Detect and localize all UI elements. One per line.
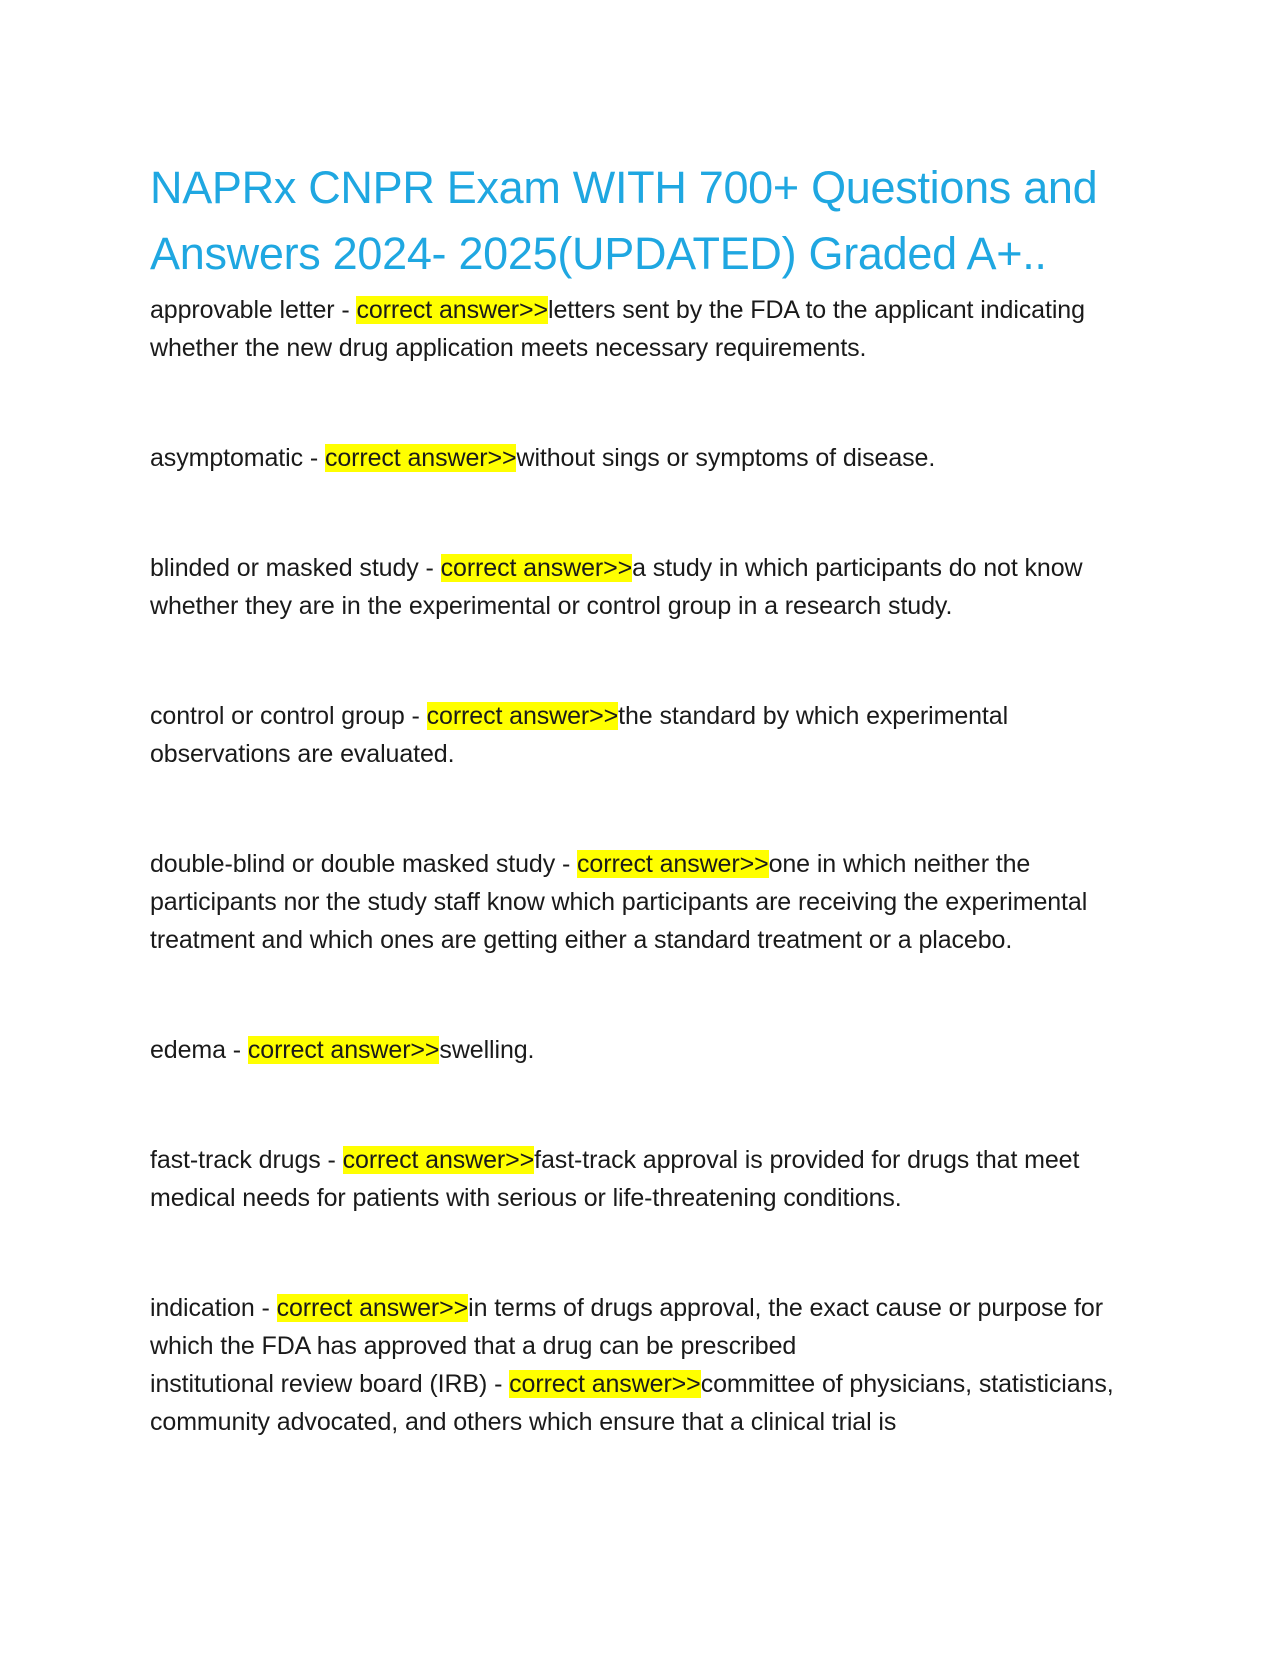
glossary-entry: [150, 439, 1130, 477]
entry-term: asymptomatic: [150, 444, 304, 472]
entry-separator: -: [320, 1146, 343, 1174]
entry-definition: fast-track approval is provided for drugs that meet medical needs for patients with serious or life-threatening conditions.: [150, 1146, 1080, 1212]
answer-marker: correct answer>>: [276, 1294, 469, 1322]
answer-marker: correct answer>>: [426, 702, 619, 730]
entry-definition: the standard by which experimental observations are evaluated.: [150, 702, 1009, 768]
entry-term: approvable letter: [150, 296, 335, 324]
glossary-entry: [150, 845, 1130, 959]
entry-separator: -: [334, 296, 357, 324]
entry-term: institutional review board (IRB): [150, 1370, 488, 1398]
entry-definition: without sings or symptoms of disease.: [516, 444, 936, 472]
glossary-entry: [150, 549, 1130, 625]
answer-marker: correct answer>>: [324, 444, 517, 472]
answer-marker: correct answer>>: [342, 1146, 535, 1174]
entry-definition: one in which neither the participants nor the study staff know which participants are receiving the experimental treatment and which ones are getting either a standard treatment or a placebo.: [150, 850, 1088, 954]
entry-separator: -: [303, 444, 325, 472]
document-content: [150, 155, 1130, 1441]
entry-definition: letters sent by the FDA to the applicant indicating whether the new drug application meets necessary requirements.: [150, 296, 1085, 362]
entry-term: edema: [150, 1036, 226, 1064]
entry-separator: -: [225, 1036, 248, 1064]
entry-separator: -: [404, 702, 427, 730]
entry-definition: a study in which participants do not know whether they are in the experimental or control group in a research study.: [150, 554, 1083, 620]
entry-separator: -: [555, 850, 578, 878]
entry-term: fast-track drugs: [150, 1146, 321, 1174]
glossary-entry: [150, 291, 1130, 367]
answer-marker: correct answer>>: [356, 296, 548, 324]
entry-separator: -: [254, 1294, 277, 1322]
document-title: NAPRx CNPR Exam WITH 700+ Questions and Answers 2024- 2025(UPDATED) Graded A+..: [150, 162, 1098, 279]
entry-definition: committee of physicians, statisticians, community advocated, and others which ensure that a clinical trial is: [150, 1370, 1114, 1436]
entry-definition: swelling.: [439, 1036, 535, 1064]
entry-term: double-blind or double masked study: [150, 850, 556, 878]
answer-marker: correct answer>>: [440, 554, 633, 582]
answer-marker: correct answer>>: [577, 850, 769, 878]
entry-term: blinded or masked study: [150, 554, 419, 582]
answer-marker: correct answer>>: [247, 1036, 440, 1064]
answer-marker: correct answer>>: [509, 1370, 701, 1398]
entry-separator: -: [487, 1370, 510, 1398]
glossary-entry: [150, 1289, 1130, 1365]
entry-separator: -: [418, 554, 441, 582]
glossary-entry: [150, 1031, 1130, 1069]
entry-term: indication: [150, 1294, 255, 1322]
glossary-entry: [150, 1141, 1130, 1217]
glossary-entry: [150, 697, 1130, 773]
entry-term: control or control group: [150, 702, 405, 730]
entry-definition: in terms of drugs approval, the exact cause or purpose for which the FDA has approved that a drug can be prescribed: [150, 1294, 1103, 1360]
glossary-entry: [150, 1365, 1130, 1441]
